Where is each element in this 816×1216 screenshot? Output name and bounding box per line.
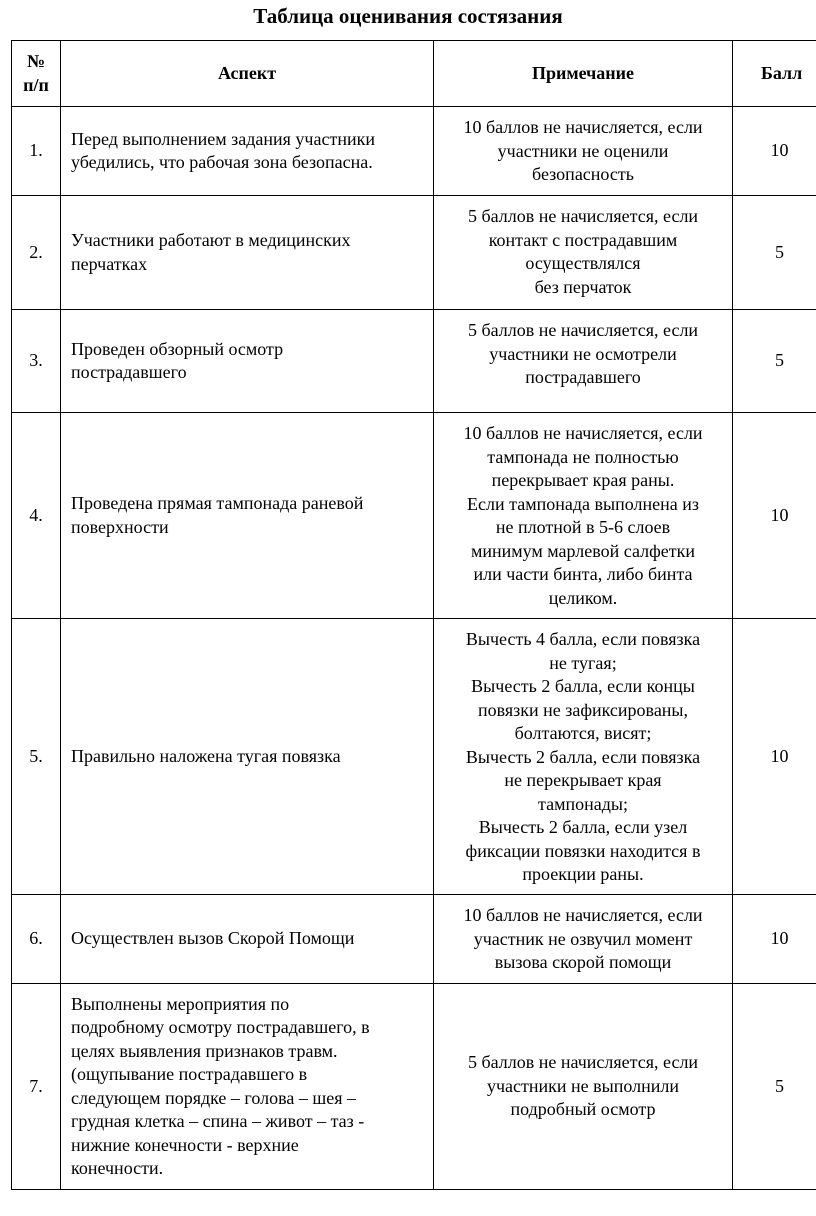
row-number: 2. bbox=[12, 196, 61, 310]
scoring-table bbox=[11, 40, 816, 1190]
row-number: 1. bbox=[12, 107, 61, 196]
row-note: 5 баллов не начисляется, если контакт с пострадавшим осуществлялся без перчаток bbox=[434, 196, 733, 310]
row-note: 5 баллов не начисляется, если участники не осмотрели пострадавшего bbox=[434, 310, 733, 413]
row-aspect: Перед выполнением задания участники убедились, что рабочая зона безопасна. bbox=[61, 107, 434, 196]
row-aspect: Участники работают в медицинских перчатках bbox=[61, 196, 434, 310]
header-note: Примечание bbox=[434, 41, 733, 107]
row-score: 10 bbox=[733, 413, 816, 619]
table-row bbox=[12, 895, 816, 984]
row-number: 3. bbox=[12, 310, 61, 413]
table-row bbox=[12, 413, 816, 619]
row-note: 10 баллов не начисляется, если участник не озвучил момент вызова скорой помощи bbox=[434, 895, 733, 984]
header-score: Балл bbox=[733, 41, 816, 107]
document-title: Таблица оценивания состязания bbox=[253, 4, 563, 28]
row-number: 5. bbox=[12, 619, 61, 895]
row-note: 10 баллов не начисляется, если тампонада не полностью перекрывает края раны. Если тампонада выполнена из не плотной в 5-6 слоев минимум марлевой салфетки или части бинта, либо бинта целиком. bbox=[434, 413, 733, 619]
header-aspect: Аспект bbox=[61, 41, 434, 107]
row-aspect: Выполнены мероприятия по подробному осмотру пострадавшего, в целях выявления признаков травм. (ощупывание пострадавшего в следующем порядке – голова – шея – грудная клетка – спина – живот – таз - нижние конечности - верхние конечности. bbox=[61, 984, 434, 1190]
row-note: 5 баллов не начисляется, если участники не выполнили подробный осмотр bbox=[434, 984, 733, 1190]
table-row bbox=[12, 310, 816, 413]
row-number: 4. bbox=[12, 413, 61, 619]
table-row bbox=[12, 196, 816, 310]
row-aspect: Правильно наложена тугая повязка bbox=[61, 619, 434, 895]
row-number: 7. bbox=[12, 984, 61, 1190]
table-row bbox=[12, 619, 816, 895]
table-header-row bbox=[12, 41, 816, 107]
row-score: 10 bbox=[733, 619, 816, 895]
row-number: 6. bbox=[12, 895, 61, 984]
row-score: 10 bbox=[733, 895, 816, 984]
row-score: 5 bbox=[733, 984, 816, 1190]
row-score: 10 bbox=[733, 107, 816, 196]
row-aspect: Проведена прямая тампонада раневой поверхности bbox=[61, 413, 434, 619]
row-aspect: Проведен обзорный осмотр пострадавшего bbox=[61, 310, 434, 413]
row-note: Вычесть 4 балла, если повязка не тугая; Вычесть 2 балла, если концы повязки не зафиксированы, болтаются, висят; Вычесть 2 балла, если повязка не перекрывает края тампонады; Вычесть 2 балла, если узел фиксации повязки находится в проекции раны. bbox=[434, 619, 733, 895]
row-note: 10 баллов не начисляется, если участники не оценили безопасность bbox=[434, 107, 733, 196]
row-score: 5 bbox=[733, 310, 816, 413]
header-number: № п/п bbox=[12, 41, 61, 107]
table-row bbox=[12, 984, 816, 1190]
table-row bbox=[12, 107, 816, 196]
row-aspect: Осуществлен вызов Скорой Помощи bbox=[61, 895, 434, 984]
row-score: 5 bbox=[733, 196, 816, 310]
